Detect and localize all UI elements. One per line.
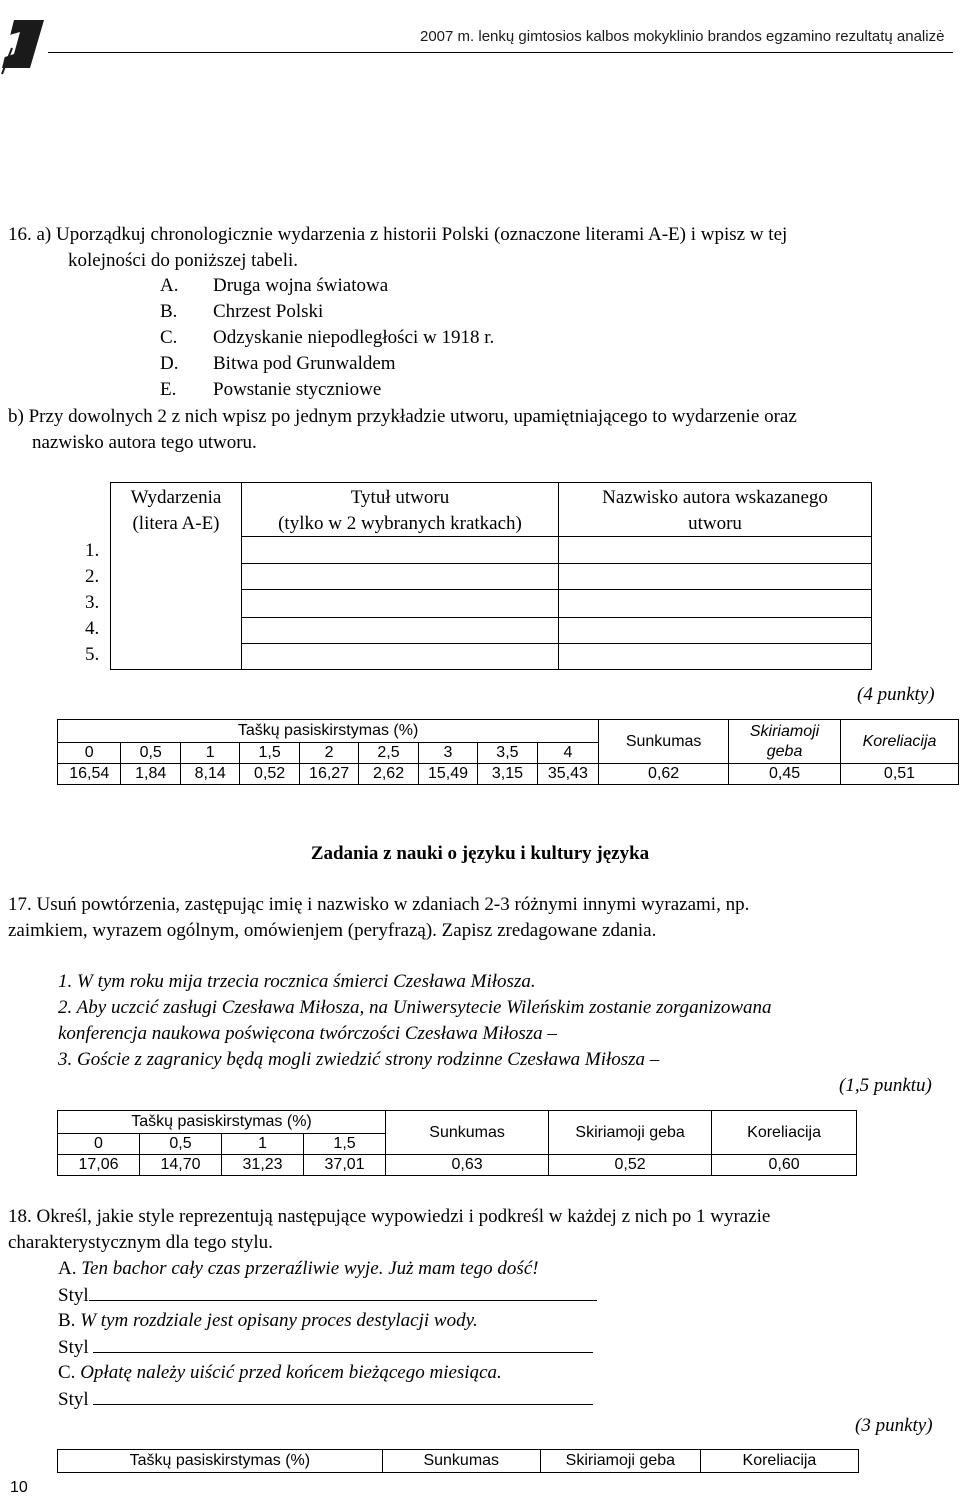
score-cell: 1	[222, 1134, 304, 1155]
task16-option-letter: B.	[160, 301, 178, 322]
score-cell: 1	[180, 743, 239, 764]
task17-sentence3: 3. Goście z zagranicy będą mogli zwiedzić strony rodzinne Czesława Miłosza –	[58, 1049, 660, 1070]
corr-label: Koreliacija	[712, 1111, 857, 1155]
col-header: (tylko w 2 wybranych kratkach)	[278, 513, 522, 534]
skill-label-line: geba	[766, 742, 803, 760]
value-cell: 16,54	[58, 764, 121, 785]
item-text: Opłatę należy uiścić przed końcem bieżącego miesiąca.	[80, 1362, 502, 1383]
page-header-title: 2007 m. lenkų gimtosios kalbos mokyklinio brandos egzamino rezultatų analizė	[420, 28, 945, 45]
logo-icon	[0, 18, 46, 76]
value-cell: 8,14	[180, 764, 239, 785]
header-divider	[48, 52, 953, 53]
task16-b-line2: nazwisko autora tego utworu.	[32, 432, 257, 453]
col-header: utworu	[688, 513, 742, 534]
skill-label-line: Skiriamoji	[749, 722, 820, 740]
dist-label: Taškų pasiskirstymas (%)	[58, 1111, 386, 1134]
score-cell: 0,5	[121, 743, 180, 764]
value-cell: 15,49	[418, 764, 477, 785]
page-number: 10	[10, 1479, 28, 1496]
row-number: 4.	[85, 618, 100, 639]
sum-label: Sunkumas	[386, 1111, 549, 1155]
task17-line2: zaimkiem, wyrazem ogólnym, omówienjem (peryfrazą). Zapisz zredagowane zdania.	[8, 920, 657, 941]
skill-label: Skiriamoji geba	[540, 1450, 700, 1473]
row-number: 2.	[85, 566, 100, 587]
style-answer-field[interactable]	[93, 1386, 593, 1405]
score-cell: 4	[537, 743, 598, 764]
value-cell: 16,27	[299, 764, 358, 785]
discrimination-value: 0,45	[729, 764, 841, 785]
task18-item-c	[58, 1360, 502, 1386]
task17-sentence2b: konferencja naukowa poświęcona twórczości Czesława Miłosza –	[58, 1023, 557, 1044]
discrimination-value: 0,52	[549, 1155, 712, 1176]
value-cell: 14,70	[140, 1155, 222, 1176]
task16-option-text: Chrzest Polski	[213, 301, 324, 322]
task16-line2: kolejności do poniższej tabeli.	[68, 250, 299, 271]
correlation-value: 0,51	[840, 764, 958, 785]
dist-label: Taškų pasiskirstymas (%)	[58, 720, 599, 743]
style-row-a	[58, 1282, 597, 1309]
score-cell: 2	[299, 743, 358, 764]
section-title: Zadania z nauki o języku i kultury języka	[310, 843, 650, 864]
answer-col-title[interactable]	[242, 483, 559, 669]
col-header: (litera A-E)	[132, 513, 220, 534]
score-cell: 3,5	[478, 743, 537, 764]
task18-stats-table	[57, 1449, 859, 1473]
task16-option-letter: A.	[160, 275, 179, 296]
skill-label: Skiriamoji geba	[549, 1111, 712, 1155]
corr-label: Koreliacija	[700, 1450, 858, 1473]
item-text: Ten bachor cały czas przeraźliwie wyje. Już mam tego dość!	[81, 1258, 539, 1279]
task17-sentence1: 1. W tym roku mija trzecia rocznica śmierci Czesława Miłosza.	[58, 971, 536, 992]
task18-points: (3 punkty)	[855, 1415, 933, 1436]
task17-line1: 17. Usuń powtórzenia, zastępując imię i nazwisko w zdaniach 2-3 różnymi innymi wyrazami, np.	[8, 894, 750, 915]
task16-b-line1: b) Przy dowolnych 2 z nich wpisz po jednym przykładzie utworu, upamiętniającego to wydarzenie oraz	[8, 406, 797, 427]
col-header: Nazwisko autora wskazanego	[602, 487, 828, 508]
score-cell: 2,5	[359, 743, 418, 764]
value-cell: 35,43	[537, 764, 598, 785]
value-cell: 3,15	[478, 764, 537, 785]
skill-label	[729, 720, 841, 764]
score-cell: 0	[58, 743, 121, 764]
task16-stats-table	[57, 719, 959, 785]
task16-option-letter: C.	[160, 327, 178, 348]
task16-line1: 16. a) Uporządkuj chronologicznie wydarzenia z historii Polski (oznaczone literami A-E) i wpisz w tej	[8, 224, 788, 245]
row-number: 1.	[85, 540, 100, 561]
task18-line1: 18. Określ, jakie style reprezentują następujące wypowiedzi i podkreśl w każdej z nich po 1 wyrazie	[8, 1206, 771, 1227]
style-label: Styl	[58, 1285, 89, 1306]
style-row-b	[58, 1334, 593, 1361]
task16-option-letter: E.	[160, 379, 177, 400]
answer-table	[110, 482, 872, 670]
task16-option-text: Bitwa pod Grunwaldem	[213, 353, 396, 374]
col-header: Tytuł utworu	[350, 487, 450, 508]
task18-item-b	[58, 1308, 478, 1334]
style-answer-field[interactable]	[89, 1282, 597, 1301]
row-number: 5.	[85, 644, 100, 665]
item-letter: C.	[58, 1362, 76, 1383]
item-letter: A.	[58, 1258, 77, 1279]
task16-option-text: Powstanie styczniowe	[213, 379, 382, 400]
col-header: Wydarzenia	[130, 487, 222, 508]
task16-option-letter: D.	[160, 353, 179, 374]
task17-sentence2a: 2. Aby uczcić zasługi Czesława Miłosza, na Uniwersytecie Wileńskim zostanie zorganizowana	[58, 997, 772, 1018]
score-cell: 3	[418, 743, 477, 764]
sum-label: Sunkumas	[382, 1450, 540, 1473]
score-cell: 1,5	[240, 743, 299, 764]
answer-col-author[interactable]	[559, 483, 871, 669]
task18-item-a	[58, 1256, 539, 1282]
task16-option-text: Druga wojna światowa	[213, 275, 389, 296]
score-cell: 0,5	[140, 1134, 222, 1155]
item-text: W tym rozdziale jest opisany proces destylacji wody.	[80, 1310, 478, 1331]
row-number: 3.	[85, 592, 100, 613]
value-cell: 17,06	[58, 1155, 140, 1176]
value-cell: 37,01	[304, 1155, 386, 1176]
score-cell: 0	[58, 1134, 140, 1155]
difficulty-value: 0,62	[599, 764, 729, 785]
difficulty-value: 0,63	[386, 1155, 549, 1176]
dist-label: Taškų pasiskirstymas (%)	[58, 1450, 383, 1473]
task17-points: (1,5 punktu)	[839, 1075, 932, 1096]
corr-label: Koreliacija	[840, 720, 958, 764]
task18-line2: charakterystycznym dla tego stylu.	[8, 1232, 273, 1253]
row-numbers	[85, 538, 99, 668]
task16-points: (4 punkty)	[857, 684, 935, 705]
sum-label: Sunkumas	[599, 720, 729, 764]
item-letter: B.	[58, 1310, 76, 1331]
style-answer-field[interactable]	[93, 1334, 593, 1353]
correlation-value: 0,60	[712, 1155, 857, 1176]
value-cell: 1,84	[121, 764, 180, 785]
style-label: Styl	[58, 1337, 89, 1358]
style-label: Styl	[58, 1389, 89, 1410]
task16-option-text: Odzyskanie niepodległości w 1918 r.	[213, 327, 495, 348]
value-cell: 0,52	[240, 764, 299, 785]
value-cell: 31,23	[222, 1155, 304, 1176]
style-row-c	[58, 1386, 593, 1413]
answer-col-event[interactable]	[111, 483, 242, 669]
score-cell: 1,5	[304, 1134, 386, 1155]
value-cell: 2,62	[359, 764, 418, 785]
task17-stats-table	[57, 1110, 857, 1176]
